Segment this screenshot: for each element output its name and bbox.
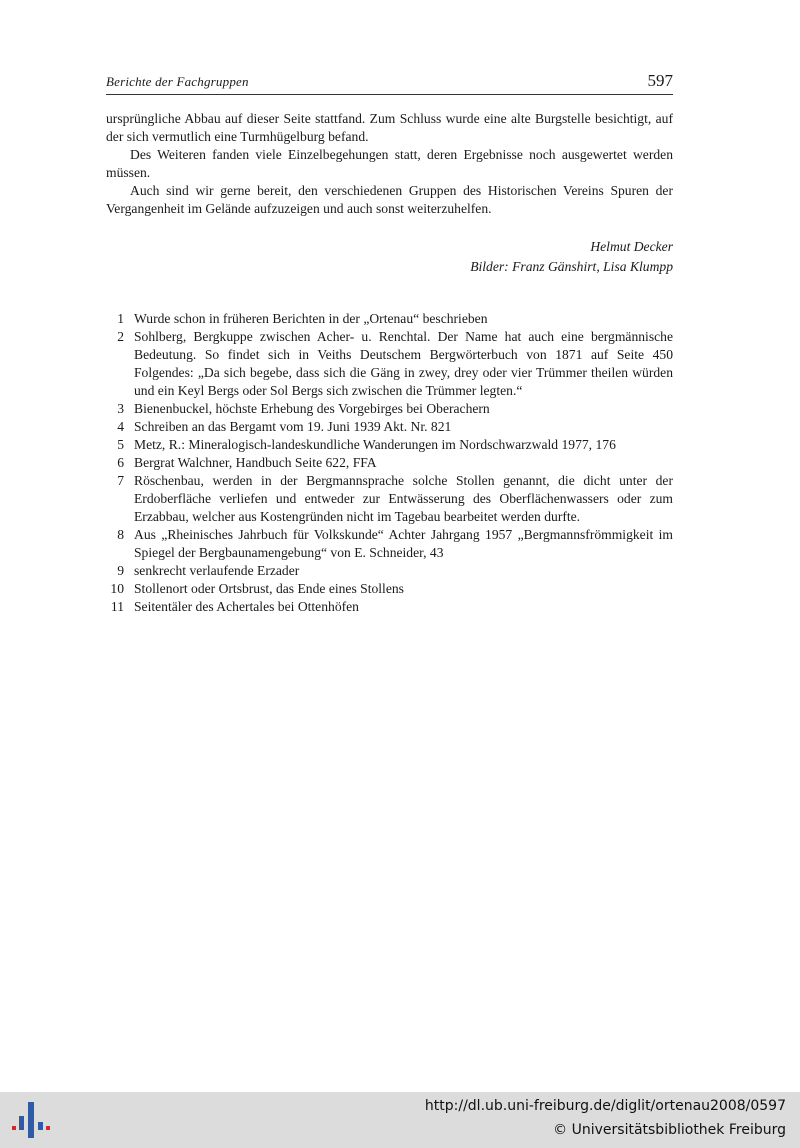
footnote-number: 8 [117, 527, 124, 542]
copyright-text: © Universitätsbibliothek Freiburg [553, 1122, 786, 1138]
footnote-text: senkrecht verlaufende Erzader [134, 563, 300, 578]
ub-freiburg-logo-icon [12, 1100, 52, 1140]
running-title: Berichte der Fachgruppen [106, 74, 249, 89]
footnote-text: Röschenbau, werden in der Bergmannsprache solche Stollen genannt, die dicht unter der Erdoberfläche verliefen und entweder zur Entwässerung des Oberflächenwassers oder zum Erzabbau, welcher aus Kostengründen nicht im Tagebau bearbeitet werden durfte. [134, 473, 673, 524]
running-header [106, 70, 673, 95]
footnote-item [106, 328, 673, 400]
footnote-item [106, 454, 673, 472]
footnote-number: 1 [117, 311, 124, 326]
footnote-number: 2 [117, 329, 124, 344]
footnote-item [106, 400, 673, 418]
footnote-item [106, 562, 673, 580]
body-paragraph-3: Auch sind wir gerne bereit, den verschiedenen Gruppen des Historischen Vereins Spuren der Vergangenheit im Gelände aufzuzeigen und auch sonst weiterzuhelfen. [106, 183, 673, 216]
footnote-item [106, 526, 673, 562]
body-text [106, 110, 673, 218]
footnote-item [106, 472, 673, 526]
footnote-number: 7 [117, 473, 124, 488]
footnote-text: Metz, R.: Mineralogisch-landeskundliche Wanderungen im Nordschwarzwald 1977, 176 [134, 437, 616, 452]
signature-block [273, 237, 673, 277]
footer-bar [0, 1092, 800, 1148]
page-number: 597 [647, 71, 673, 90]
footnote-text: Schreiben an das Bergamt vom 19. Juni 1939 Akt. Nr. 821 [134, 419, 452, 434]
footnote-text: Seitentäler des Achertales bei Ottenhöfen [134, 599, 359, 614]
footnote-item [106, 580, 673, 598]
footnote-number: 4 [117, 419, 124, 434]
footnote-text: Bergrat Walchner, Handbuch Seite 622, FFA [134, 455, 377, 470]
footnotes [106, 310, 673, 616]
author-name: Helmut Decker [590, 239, 673, 254]
footnote-number: 3 [117, 401, 124, 416]
footnote-item [106, 418, 673, 436]
footnote-text: Sohlberg, Bergkuppe zwischen Acher- u. Renchtal. Der Name hat auch eine bergmännische Bedeutung. So findet sich in Veiths Deutschem Bergwörterbuch von 1871 auf Seite 450 Folgendes: „Da sich begebe, dass sich die Gäng in zwey, drey oder vier Trümmer theilen würden und ein Keyl Bergs oder Sol Bergs sich zwischen die Trümmer legten.“ [134, 329, 673, 398]
footnote-number: 6 [117, 455, 124, 470]
footnote-item [106, 436, 673, 454]
footnote-number: 11 [110, 599, 124, 614]
footnote-text: Stollenort oder Ortsbrust, das Ende eines Stollens [134, 581, 404, 596]
footnote-item [106, 598, 673, 616]
body-paragraph-2: Des Weiteren fanden viele Einzelbegehungen statt, deren Ergebnisse noch ausgewertet werden müssen. [106, 147, 673, 180]
footnote-text: Aus „Rheinisches Jahrbuch für Volkskunde“ Achter Jahrgang 1957 „Bergmannsfrömmigkeit im Spiegel der Bergbaunamengebung“ von E. Schneider, 43 [134, 527, 673, 560]
body-paragraph-1: ursprüngliche Abbau auf dieser Seite stattfand. Zum Schluss wurde eine alte Burgstelle besichtigt, auf der sich vermutlich eine Turmhügelburg befand. [106, 111, 673, 144]
footnote-item [106, 310, 673, 328]
footnote-text: Wurde schon in früheren Berichten in der „Ortenau“ beschrieben [134, 311, 488, 326]
footnote-number: 9 [117, 563, 124, 578]
footnote-number: 10 [110, 581, 124, 596]
source-url-link[interactable]: http://dl.ub.uni-freiburg.de/diglit/ortenau2008/0597 [424, 1098, 786, 1114]
image-credits: Bilder: Franz Gänshirt, Lisa Klumpp [470, 259, 673, 274]
footnote-text: Bienenbuckel, höchste Erhebung des Vorgebirges bei Oberachern [134, 401, 490, 416]
footnote-number: 5 [117, 437, 124, 452]
